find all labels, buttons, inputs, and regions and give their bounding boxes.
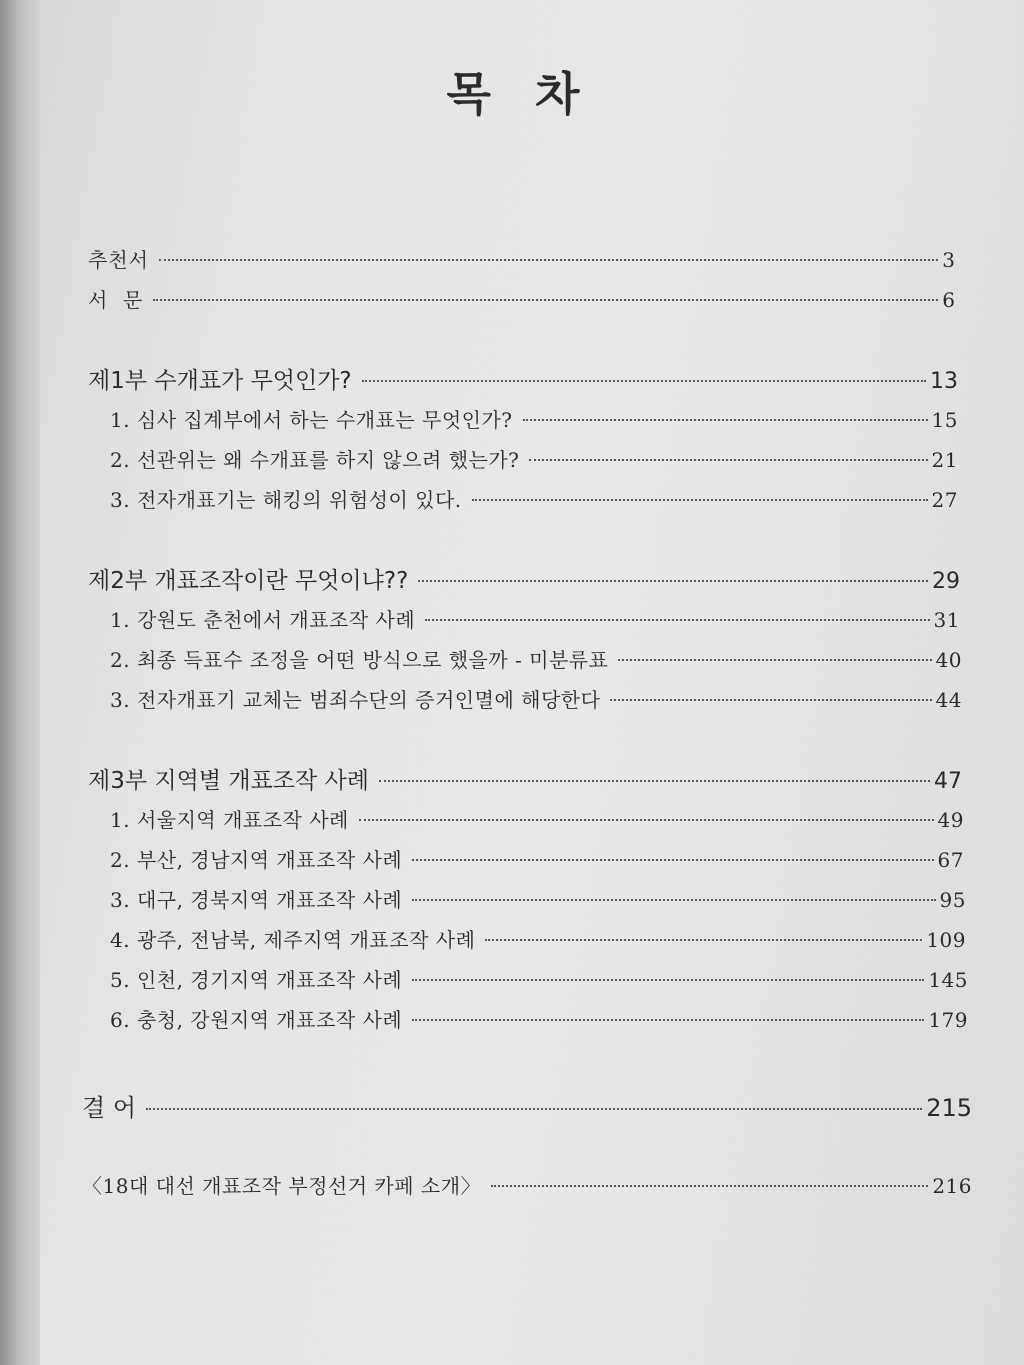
toc-chapter-page: 21 xyxy=(931,448,958,472)
toc-chapter xyxy=(110,444,958,480)
toc-part-1 xyxy=(88,362,958,398)
toc-chapter xyxy=(110,804,964,840)
dot-leader xyxy=(491,1185,928,1187)
toc-chapter-label: 3. 전자개표기는 해킹의 위험성이 있다. xyxy=(110,488,462,512)
toc-chapter xyxy=(110,684,962,720)
toc-chapter-label: 4. 광주, 전남북, 제주지역 개표조작 사례 xyxy=(110,928,476,952)
dot-leader xyxy=(412,1019,924,1021)
toc-conclusion xyxy=(82,1088,972,1124)
toc-chapter xyxy=(110,604,960,640)
toc-chapter-label: 1. 서울지역 개표조작 사례 xyxy=(110,808,349,832)
toc-chapter xyxy=(110,924,966,960)
dot-leader xyxy=(425,619,929,621)
dot-leader xyxy=(412,979,924,981)
toc-chapter-page: 27 xyxy=(931,488,958,512)
toc-part-label: 제2부 개표조작이란 무엇이냐?? xyxy=(88,568,409,594)
toc-chapter-page: 15 xyxy=(931,408,958,432)
toc-entry-page: 6 xyxy=(942,288,956,312)
toc-appendix xyxy=(82,1170,972,1206)
dot-leader xyxy=(418,580,928,582)
toc-chapter-label: 6. 충청, 강원지역 개표조작 사례 xyxy=(110,1008,403,1032)
dot-leader xyxy=(412,859,933,861)
dot-leader xyxy=(472,499,928,501)
toc-part-3 xyxy=(88,762,962,798)
dot-leader xyxy=(485,939,922,941)
dot-leader xyxy=(379,780,930,782)
toc-chapter xyxy=(110,844,964,880)
toc-part-2 xyxy=(88,562,960,598)
toc-part-label: 제3부 지역별 개표조작 사례 xyxy=(88,768,369,794)
toc-chapter xyxy=(110,644,962,680)
dot-leader xyxy=(523,419,928,421)
dot-leader xyxy=(529,459,927,461)
toc-entry-label: 결 어 xyxy=(82,1094,136,1122)
toc-chapter-page: 109 xyxy=(926,928,966,952)
toc-entry-page: 3 xyxy=(942,248,956,272)
toc-chapter-label: 1. 심사 집계부에서 하는 수개표는 무엇인가? xyxy=(110,408,513,432)
toc-chapter-page: 31 xyxy=(933,608,960,632)
dot-leader xyxy=(362,380,926,382)
toc-chapter-label: 1. 강원도 춘천에서 개표조작 사례 xyxy=(110,608,416,632)
toc-chapter xyxy=(110,1004,968,1040)
toc-chapter-page: 49 xyxy=(937,808,964,832)
toc-part-page: 13 xyxy=(930,369,958,394)
dot-leader xyxy=(412,899,935,901)
toc-chapter-page: 44 xyxy=(935,688,962,712)
toc-chapter-page: 67 xyxy=(937,848,964,872)
toc-entry-label: 추천서 xyxy=(88,248,149,272)
dot-leader xyxy=(153,299,938,301)
toc-chapter-page: 40 xyxy=(935,648,962,672)
page-title: 목 차 xyxy=(446,67,594,121)
toc-chapter xyxy=(110,964,968,1000)
toc-chapter-label: 5. 인천, 경기지역 개표조작 사례 xyxy=(110,968,403,992)
toc-chapter-label: 3. 대구, 경북지역 개표조작 사례 xyxy=(110,888,403,912)
toc-entry-preface xyxy=(88,284,956,320)
toc-part-label: 제1부 수개표가 무엇인가? xyxy=(88,368,352,394)
toc-chapter-page: 179 xyxy=(928,1008,968,1032)
toc-part-page: 47 xyxy=(934,769,962,794)
toc-chapter xyxy=(110,484,958,520)
dot-leader xyxy=(146,1108,922,1110)
toc-chapter-page: 145 xyxy=(928,968,968,992)
toc-chapter xyxy=(110,884,966,920)
toc-entry-label: 서 문 xyxy=(88,288,144,312)
dot-leader xyxy=(159,259,938,261)
toc-part-page: 29 xyxy=(932,569,960,594)
dot-leader xyxy=(618,659,931,661)
toc-chapter-label: 3. 전자개표기 교체는 범죄수단의 증거인멸에 해당한다 xyxy=(110,688,601,712)
toc-entry-page: 215 xyxy=(926,1094,972,1122)
toc-chapter xyxy=(110,404,958,440)
toc-chapter-label: 2. 최종 득표수 조정을 어떤 방식으로 했을까 - 미분류표 xyxy=(110,648,609,672)
dot-leader xyxy=(610,699,931,701)
toc-entry-label: 〈18대 대선 개표조작 부정선거 카페 소개〉 xyxy=(82,1174,482,1198)
toc-chapter-label: 2. 선관위는 왜 수개표를 하지 않으려 했는가? xyxy=(110,448,520,472)
toc-entry-page: 216 xyxy=(932,1174,972,1198)
toc-chapter-label: 2. 부산, 경남지역 개표조작 사례 xyxy=(110,848,403,872)
toc-entry-recommendation xyxy=(88,244,956,280)
toc-chapter-page: 95 xyxy=(939,888,966,912)
dot-leader xyxy=(359,819,934,821)
